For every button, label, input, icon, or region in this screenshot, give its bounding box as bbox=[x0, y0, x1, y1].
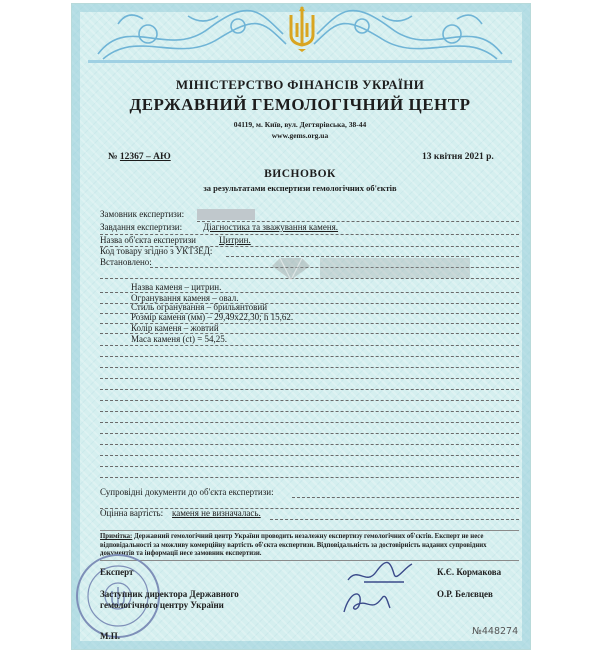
finding-item: Назва каменя – цитрин. bbox=[131, 282, 222, 292]
ministry-title: МІНІСТЕРСТВО ФІНАНСІВ УКРАЇНИ bbox=[175, 77, 425, 92]
code-label: Код товару згідно з УКТЗЕД: bbox=[100, 246, 213, 256]
stamp-label: М.П. bbox=[100, 631, 120, 641]
note-text: Державний гемологічний центр України проводить незалежну експертизу гемологічних об'єктів. Експерт не несе відповідальності за можливу комерційну вартість об'єкта експертизи. Відповідальність за достовірність наданих супровідних документів та інформації несе замовник експертизи. bbox=[100, 533, 487, 557]
number-prefix: № bbox=[108, 152, 118, 162]
trident-emblem-icon bbox=[287, 5, 317, 53]
object-value: Цитрин. bbox=[219, 235, 251, 245]
task-value: Діагностика та зважування каменя. bbox=[203, 222, 339, 232]
number-value: 12367 – АЮ bbox=[119, 152, 171, 162]
valuation-value: каменя не визначалась. bbox=[172, 508, 261, 518]
finding-item: Огранування каменя – овал. bbox=[131, 293, 239, 303]
watermark-logo bbox=[272, 252, 472, 282]
deputy-name: О.Р. Белєвцев bbox=[437, 589, 493, 599]
note-label: Примітка: bbox=[100, 533, 133, 540]
finding-item: Розмір каменя (мм) – 29,49x22,30; h 15,62. bbox=[131, 312, 294, 322]
document-subtitle: за результатами експертизи гемологічних об'єктів bbox=[203, 183, 397, 193]
document-title: ВИСНОВОК bbox=[264, 168, 336, 180]
address: 04119, м. Київ, вул. Дегтярівська, 38-44 bbox=[233, 120, 367, 129]
center-title: ДЕРЖАВНИЙ ГЕМОЛОГІЧНИЙ ЦЕНТР bbox=[129, 95, 471, 114]
valuation-label: Оцінна вартість: bbox=[100, 508, 164, 518]
expert-name: К.Є. Кормакова bbox=[437, 567, 502, 577]
finding-item: Маса каменя (ct) = 54,25. bbox=[131, 334, 228, 344]
serial-number: №448274 bbox=[472, 626, 519, 637]
website: www.gems.org.ua bbox=[271, 131, 329, 140]
note-block bbox=[100, 533, 520, 559]
customer-label: Замовник експертизи: bbox=[100, 209, 185, 219]
customer-redacted bbox=[197, 209, 255, 220]
expert-label: Експерт bbox=[100, 567, 134, 577]
deputy-label-line2: гемологічного центру України bbox=[100, 600, 224, 610]
deputy-label-line1: Заступник директора Державного bbox=[100, 589, 239, 599]
finding-item: Колір каменя – жовтий bbox=[131, 323, 219, 333]
document-date: 13 квітня 2021 р. bbox=[422, 152, 494, 162]
task-label: Завдання експертизи: bbox=[100, 222, 183, 232]
document-number bbox=[108, 152, 171, 162]
docs-label: Супровідні документи до об'єкта експертизи: bbox=[100, 487, 274, 497]
object-label: Назва об'єкта експертизи bbox=[100, 235, 196, 245]
established-label: Встановлено: bbox=[100, 257, 152, 267]
deputy-signature-icon bbox=[338, 584, 392, 618]
finding-item: Стиль огранування – брильянтовий bbox=[131, 302, 268, 312]
